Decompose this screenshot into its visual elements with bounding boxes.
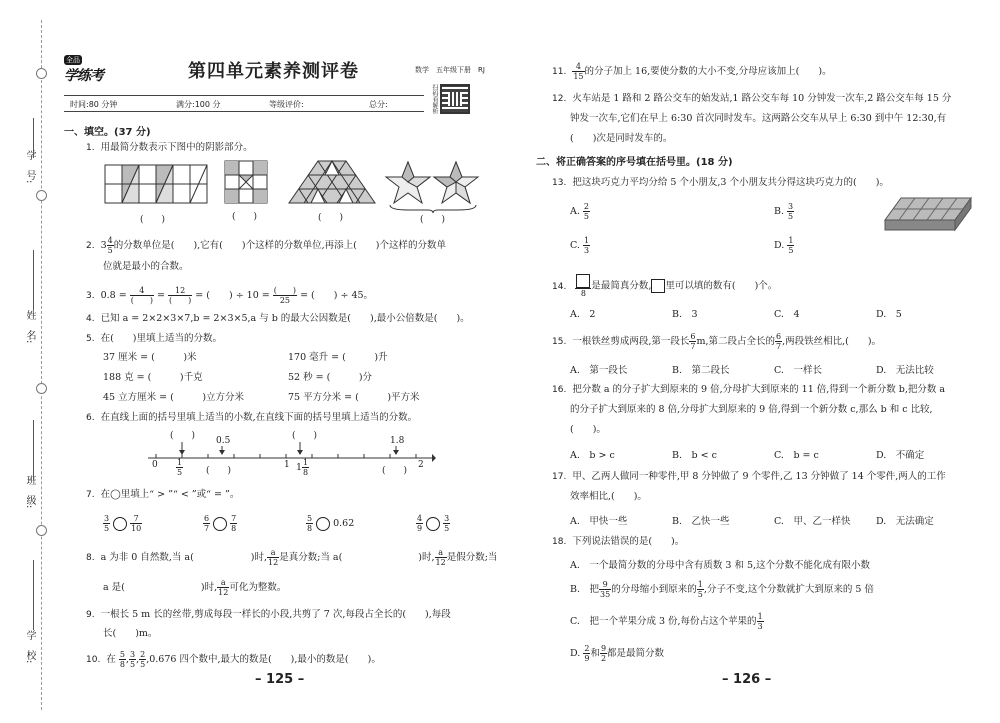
question-number: 7. [86,490,95,500]
time-label: 时间:80 分钟 [70,100,118,109]
section-heading-choice: 二、将正确答案的序号填在括号里。(18 分) [536,157,733,168]
option-b[interactable]: B. 把 $\frac{9}{35}$ 的分母缩小到原来的 $\frac{1}{5}$ ,分子不变,这个分数就扩大到原来的 5 倍 [570,580,874,599]
compare-circle[interactable] [426,517,440,531]
grade-label: 等级评价: [269,100,304,109]
question-number: 17. [552,472,567,482]
section-heading-fill: 一、填空。(37 分) [64,127,151,138]
question-text: 已知 a = 2×2×3×7,b = 2×3×5,a 与 b 的最大公因数是( ),最小公倍数是( )。 [100,313,470,324]
compare-item: $\frac{6}{7}$ $\frac{7}{8}$ [204,514,237,533]
numerator-box[interactable] [576,274,590,288]
question-number: 15. [552,337,567,347]
binding-dashed-line [41,20,42,710]
tick-label-1: 1 [284,460,290,470]
option-c[interactable]: C. 4 [774,309,800,320]
school-line [33,560,34,630]
option-a[interactable]: A. 甲快一些 [570,516,628,527]
question-number: 10. [86,655,101,665]
conversion-item: 75 平方分米 = ( )平方米 [288,392,420,403]
conversion-item: 170 毫升 = ( )升 [288,352,388,363]
question-12-line3: ( )次是同时发车的。 [570,133,673,144]
question-number: 8. [86,553,95,563]
question-10: 10. 在 $\frac{5}{8}$ , $\frac{3}{5}$ , $\frac{2}{5}$ ,0.676 四个数中,最大的数是( ),最小的数是( )。 [86,650,381,669]
answer-paren[interactable]: ( ) [318,213,344,223]
question-text: 用最简分数表示下图中的阴影部分。 [100,142,253,153]
text: = ( ) ÷ 45。 [300,290,374,301]
page-number: – 125 – [255,672,305,687]
binding-strip [0,0,56,723]
score-label: 满分:100 分 [176,100,221,109]
compare-circle[interactable] [113,517,127,531]
question-14: 14. 8 是最简真分数, 里可以填的数有( )个。 [552,274,777,298]
number-line-above-paren[interactable]: ( ) [292,431,318,441]
question-number: 5. [86,334,95,344]
class-label: 班 级: [24,475,35,509]
fraction: $\frac{12}{( )}$ [169,286,192,305]
logo-big-text: 学练考 [64,68,103,84]
option-a[interactable]: A. b > c [570,450,615,461]
question-number: 13. [552,178,567,188]
option-b[interactable]: B. 第二段长 [672,365,730,376]
question-number: 14. [552,281,567,292]
option-d[interactable]: D. 不确定 [876,450,925,461]
binding-hole [36,68,47,79]
logo-small-text: 全品 [66,56,80,64]
question-text: 在◯里填上“ > ”“ < ”或“ = ”。 [100,489,240,500]
question-8-line2: a 是( )时, $\frac{a}{12}$ 可化为整数。 [103,578,287,597]
question-number: 2. [86,241,95,251]
question-12: 12. 火车站是 1 路和 2 路公交车的始发站,1 路公交车每 10 分钟发一次车,2 路公交车每 15 分 [552,93,952,104]
exam-info-row [64,95,424,112]
option-d[interactable]: D. 无法确定 [876,516,934,527]
student-number-label: 学 号: [24,150,35,184]
option-d[interactable]: D. 无法比较 [876,365,934,376]
fraction-label-1-5: $\frac{1}{5}$ [177,458,183,477]
option-c[interactable]: C. $\frac{1}{3}$ [570,236,590,255]
question-number: 4. [86,314,95,324]
question-7 [86,488,239,502]
compare-circle[interactable] [213,517,227,531]
fraction: $\frac{4}{5}$ [107,236,113,255]
option-b[interactable]: B. $\frac{3}{5}$ [774,202,794,221]
question-6 [86,411,417,425]
text: = ( ) ÷ 10 = [195,290,270,301]
question-13: 13. 把这块巧克力平均分给 5 个小朋友,3 个小朋友共分得这块巧克力的( )。 [552,177,889,188]
number-line-below-paren[interactable]: ( ) [206,466,232,476]
figure-two-stars [384,160,480,206]
chocolate-bar-image [883,196,973,234]
question-15: 15. 一根铁丝剪成两段,第一段长 $\frac{6}{7}$ m,第二段占全长的 $\frac{6}{7}$ ,两段铁丝相比,( )。 [552,332,882,351]
question-9-line2: 长( )m。 [103,628,158,639]
question-number: 3. [86,291,95,301]
compare-item: $\frac{5}{8}$ 0.62 [307,514,355,533]
question-17-line2: 效率相比,( )。 [570,491,647,502]
question-number: 12. [552,94,567,104]
question-text: 在直线上面的括号里填上适当的小数,在直线下面的括号里填上适当的分数。 [100,412,418,423]
mixed-whole: 3 [100,240,107,251]
question-text: 的分数单位是( ),它有( )个这样的分数单位,再添上( )个这样的分数单 [113,240,447,251]
option-b[interactable]: B. 乙快一些 [672,516,730,527]
text: = [157,290,165,301]
name-line [33,250,34,310]
compare-item: $\frac{4}{9}$ $\frac{3}{5}$ [417,514,450,533]
page-title: 第四单元素养测评卷 [188,61,359,82]
student-number-line [33,118,34,158]
question-5 [86,332,222,346]
question-text: 在( )里填上适当的分数。 [100,333,223,344]
option-c[interactable]: C. 一样长 [774,365,822,376]
answer-paren[interactable]: ( ) [420,215,446,225]
binding-hole [36,190,47,201]
conversion-item: 45 立方厘米 = ( )立方分米 [103,392,245,403]
answer-paren[interactable]: ( ) [232,212,258,222]
question-12-line2: 钟发一次车,它们在早上 6:30 首次同时发车。这两路公交车从早上 6:30 到中午 12:30,有 [570,113,947,124]
mixed-label-1-1-8: 1 $\frac{1}{8}$ [296,458,309,477]
question-17: 17. 甲、乙两人做同一种零件,甲 8 分钟做了 9 个零件,乙 13 分钟做了 14 个零件,两人的工作 [552,471,946,482]
question-number: 6. [86,413,95,423]
question-9: 9. 一根长 5 m 长的丝带,剪成每段一样长的小段,共剪了 7 次,每段占全长的( ),每段 [86,609,451,620]
tick-label-2: 2 [418,460,424,470]
option-c[interactable]: C. b = c [774,450,819,461]
answer-paren[interactable]: ( ) [140,215,166,225]
option-b[interactable]: B. 3 [672,309,698,320]
option-d[interactable]: D. 5 [876,309,902,320]
question-2-line2: 位就是最小的合数。 [103,261,189,272]
compare-item: $\frac{3}{5}$ $\frac{7}{10}$ [104,514,142,533]
question-16: 16. 把分数 a 的分子扩大到原来的 9 倍,分母扩大到原来的 11 倍,得到一个新分数 b,把分数 a [552,384,946,395]
subject-line: 数学 五年级下册 RJ [415,66,485,74]
name-label: 姓 名: [24,310,35,344]
fraction: $\frac{4}{( )}$ [130,286,153,305]
question-16-line3: ( )。 [570,424,606,435]
qr-code-icon[interactable] [440,84,470,114]
question-8: 8. a 为非 0 自然数,当 a( )时, $\frac{a}{12}$ 是真分数;当 a( )时, $\frac{a}{12}$ 是假分数;当 [86,548,498,567]
option-d[interactable]: D. $\frac{1}{5}$ [774,236,794,255]
total-label: 总分: [369,100,388,109]
question-11: 11. $\frac{4}{15}$ 的分子加上 16,要使分数的大小不变,分母应该加上( )。 [552,62,832,81]
question-4 [86,312,470,326]
figure-rectangle-shaded [104,164,208,204]
option-c[interactable]: C. 把一个苹果分成 3 份,每份占这个苹果的 $\frac{1}{3}$ [570,612,763,631]
blank-box[interactable] [651,279,665,293]
figure-square-grid [224,160,268,204]
number-line-below-paren[interactable]: ( ) [382,466,408,476]
option-c[interactable]: C. 甲、乙一样快 [774,516,851,527]
figure-triangle-trapezoid [288,160,376,204]
option-a[interactable]: A. $\frac{2}{5}$ [570,202,590,221]
question-number: 11. [552,67,567,77]
text: 0.8 = [100,290,127,301]
number-line-above-paren[interactable]: ( ) [170,431,196,441]
conversion-item: 52 秒 = ( )分 [288,372,373,383]
question-1 [86,141,253,155]
option-a[interactable]: A. 第一段长 [570,365,628,376]
qr-caption: 扫码看解析 [431,84,438,114]
question-number: 16. [552,385,567,395]
conversion-item: 37 厘米 = ( )米 [103,352,197,363]
question-number: 1. [86,143,95,153]
number-line-label: 0.5 [216,436,231,446]
binding-hole [36,525,47,536]
class-line [33,420,34,480]
right-page [500,0,1000,723]
binding-hole [36,383,47,394]
option-b[interactable]: B. b < c [672,450,717,461]
question-18: 18. 下列说法错误的是( )。 [552,536,685,547]
question-16-line2: 的分子扩大到原来的 8 倍,分母扩大到原来的 9 倍,得到一个新分数 c,那么 b 和 c 比较, [570,404,933,415]
tick-label-0: 0 [152,460,158,470]
compare-circle[interactable] [316,517,330,531]
question-number: 9. [86,610,95,620]
question-number: 18. [552,537,567,547]
option-a[interactable]: A. 一个最简分数的分母中含有质数 3 和 5,这个分数不能化成有限小数 [570,560,871,571]
publisher-logo [64,54,116,84]
question-3 [86,286,373,305]
option-a[interactable]: A. 2 [570,309,596,320]
question-2 [86,236,446,255]
school-label: 学 校: [24,630,35,664]
conversion-item: 188 克 = ( )千克 [103,372,203,383]
number-line-label: 1.8 [390,436,405,446]
option-d[interactable]: D. $\frac{2}{9}$ 和 $\frac{9}{2}$ 都是最简分数 [570,644,665,663]
fraction: $\frac{( )}{25}$ [273,286,297,305]
page-number: – 126 – [722,672,772,687]
